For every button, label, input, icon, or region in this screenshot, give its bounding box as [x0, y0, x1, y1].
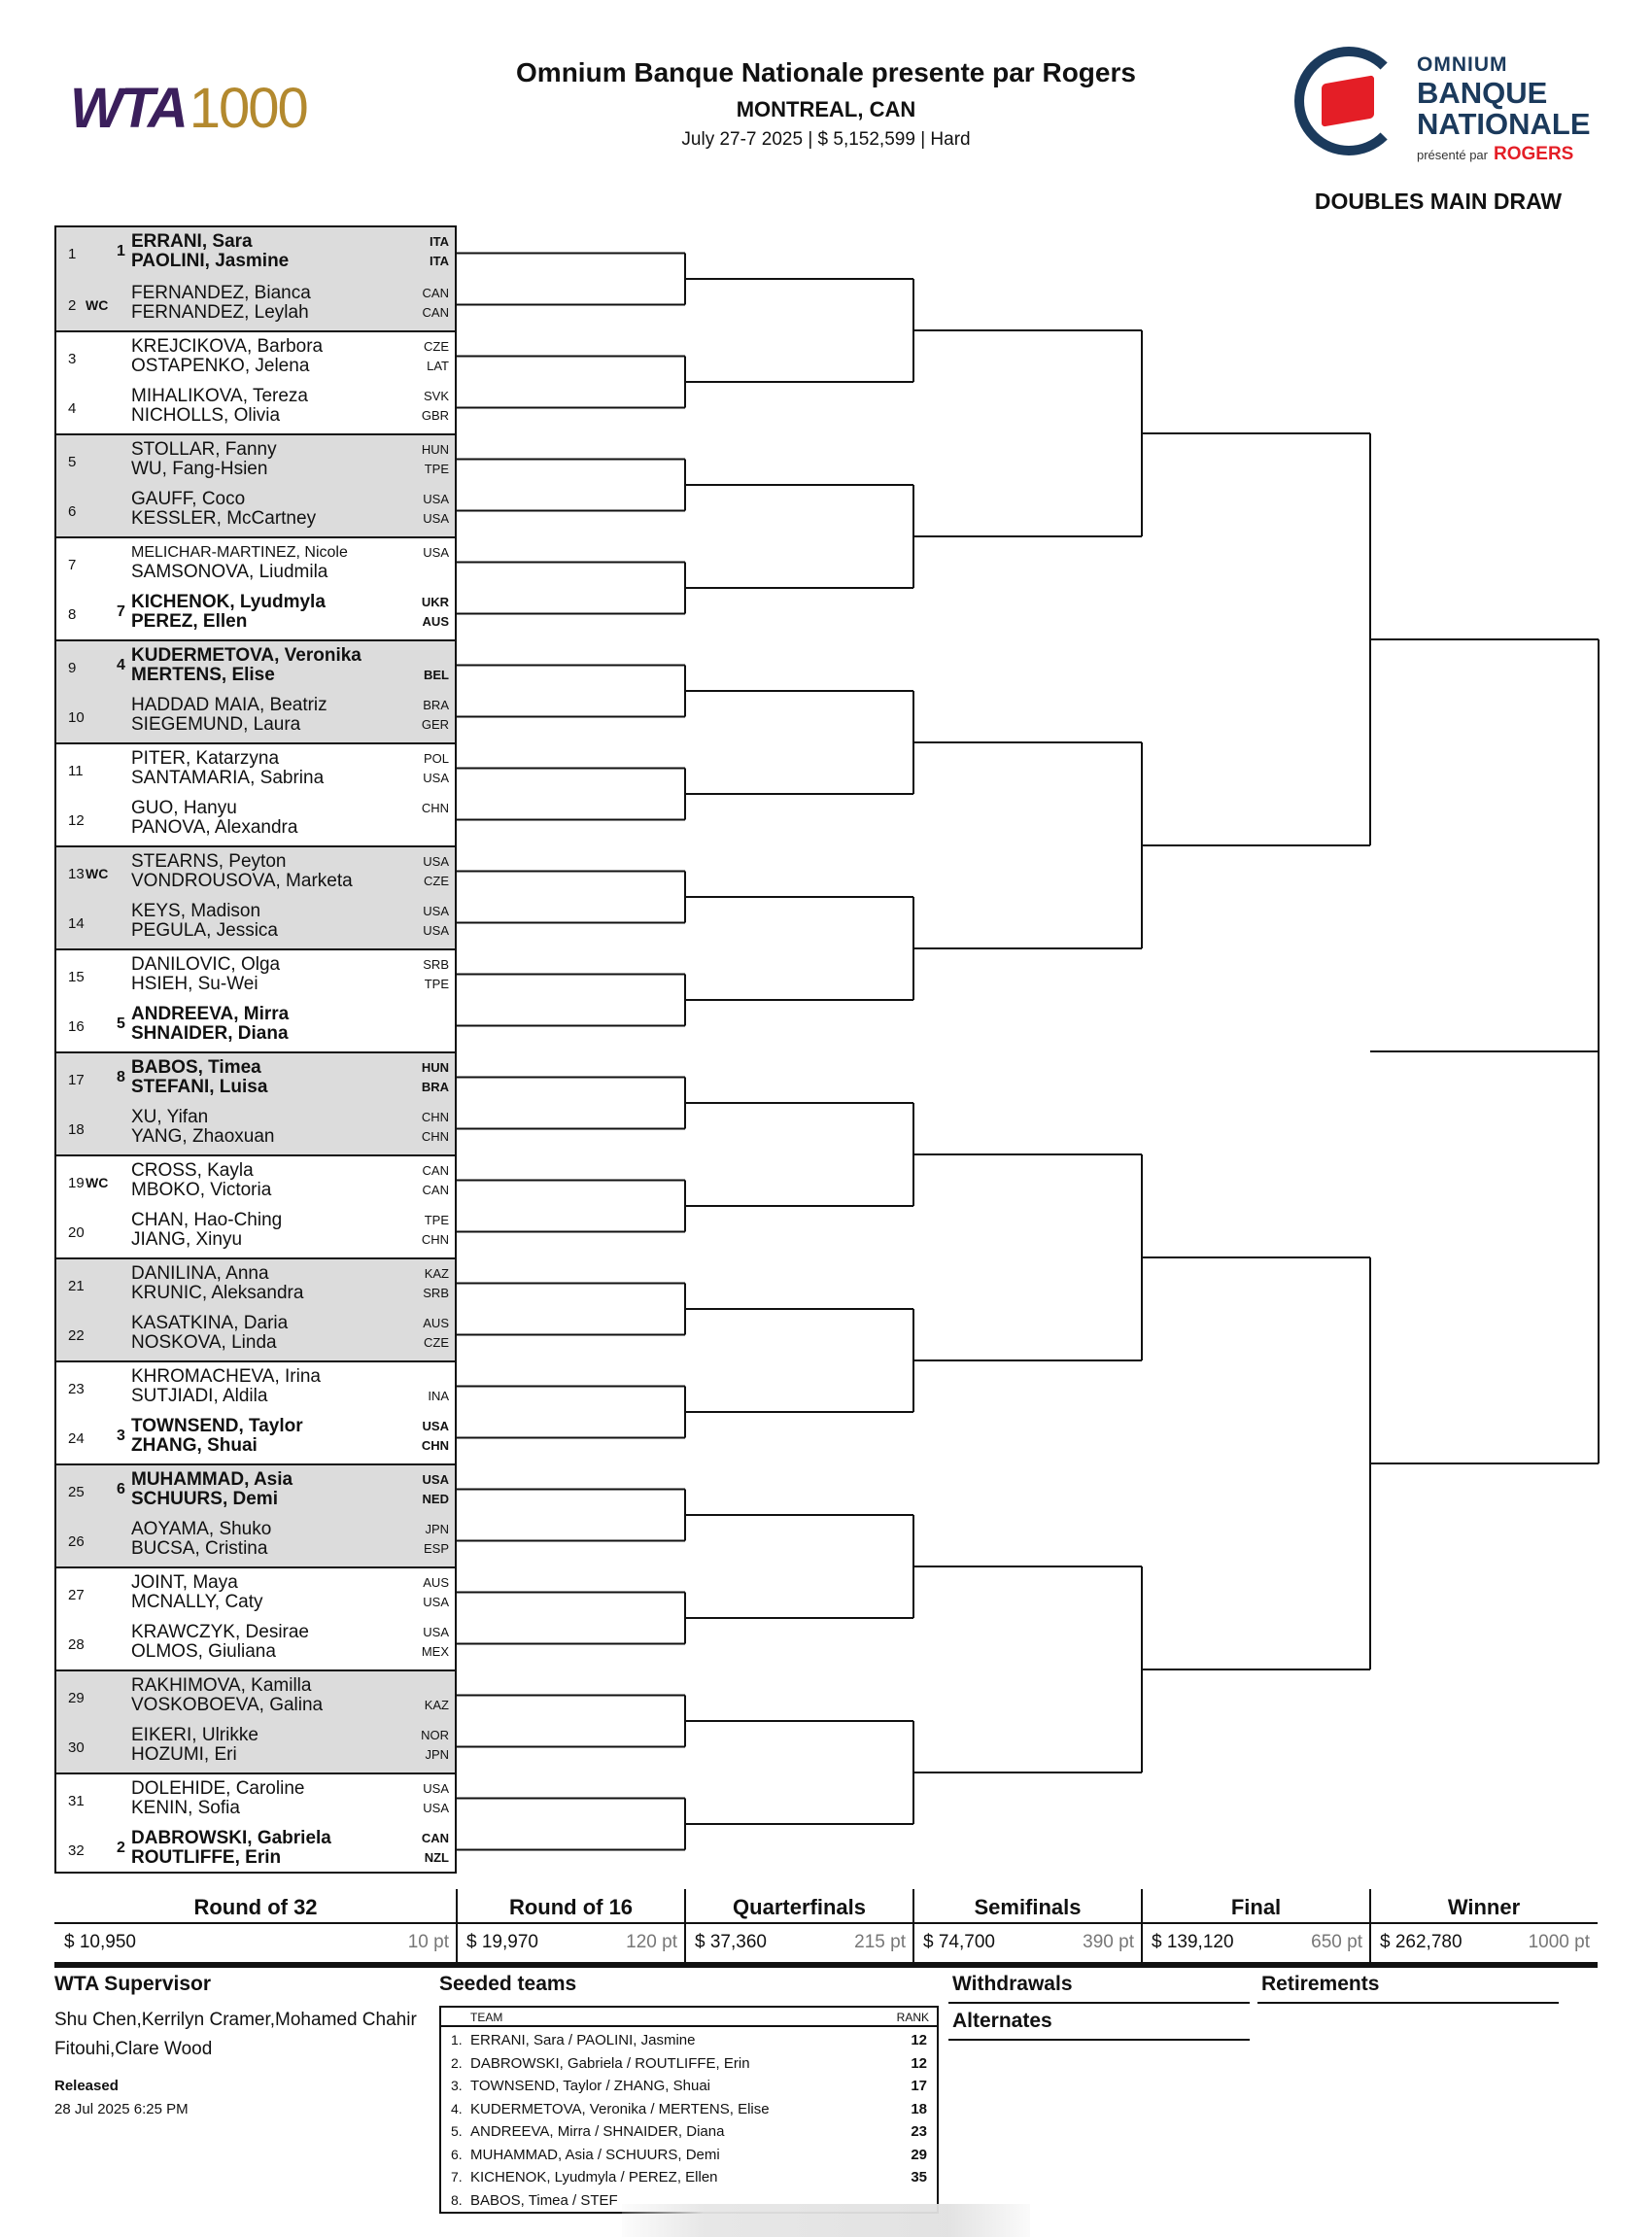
sponsor-presented-text: présenté par — [1417, 148, 1488, 162]
player-country: USA — [422, 1419, 449, 1433]
player-country: CHN — [421, 1110, 449, 1124]
draw-position: 10 — [68, 709, 85, 726]
player-country: USA — [423, 492, 449, 506]
entry-tag: WC — [86, 297, 109, 313]
round-column — [457, 1889, 685, 1963]
player-name: KHROMACHEVA, Irina — [131, 1366, 321, 1387]
player-name: OSTAPENKO, Jelena — [131, 356, 310, 376]
player-name: MERTENS, Elise — [131, 665, 275, 685]
seed-number: 8 — [117, 1069, 125, 1085]
draw-slot — [56, 1103, 455, 1154]
player-name: KRUNIC, Aleksandra — [131, 1283, 304, 1303]
player-name: PITER, Katarzyna — [131, 748, 280, 769]
tournament-info: July 27-7 2025 | $ 5,152,599 | Hard — [681, 129, 971, 150]
player-name: KESSLER, McCartney — [131, 508, 317, 529]
player-name: SHNAIDER, Diana — [131, 1023, 289, 1044]
sponsor-presented — [1417, 145, 1591, 163]
player-name: KUDERMETOVA, Veronika — [131, 645, 361, 666]
draw-position: 28 — [68, 1636, 85, 1653]
seed-number: 4 — [117, 657, 125, 673]
player-name: PEREZ, Ellen — [131, 611, 248, 632]
alternates-title: Alternates — [952, 2010, 1052, 2032]
player-name: SIEGEMUND, Laura — [131, 714, 301, 735]
player-name: ANDREEVA, Mirra — [131, 1004, 290, 1024]
draw-slot — [56, 1618, 455, 1669]
player-name: KENIN, Sofia — [131, 1798, 240, 1818]
round-separator — [1141, 1889, 1143, 1963]
round-column — [685, 1889, 913, 1963]
seed-rank: 12 — [911, 2032, 927, 2048]
draw-slot — [56, 794, 455, 845]
seeded-col-team: TEAM — [470, 2011, 503, 2024]
draw-slot — [56, 1309, 455, 1360]
draw-position: 18 — [68, 1121, 85, 1138]
player-country: AUS — [423, 1575, 449, 1590]
player-country: SVK — [423, 389, 449, 403]
player-name: AOYAMA, Shuko — [131, 1519, 272, 1539]
seed-index: 4. — [451, 2100, 463, 2117]
player-name: KRAWCZYK, Desirae — [131, 1622, 309, 1642]
draw-slot — [56, 433, 455, 485]
round-prize-bar — [54, 1889, 1598, 1969]
round-name: Quarterfinals — [685, 1891, 913, 1924]
draw-slot — [56, 1206, 455, 1257]
player-country: CHN — [421, 1232, 449, 1247]
draw-position: 25 — [68, 1484, 85, 1500]
draw-slot — [56, 845, 455, 897]
player-country: LAT — [427, 359, 449, 373]
player-name: XU, Yifan — [131, 1107, 209, 1127]
draw-position: 12 — [68, 812, 85, 829]
seed-team: KUDERMETOVA, Veronika / MERTENS, Elise — [470, 2100, 770, 2117]
draw-slot — [56, 1154, 455, 1206]
round-column — [54, 1889, 457, 1963]
round-prize: $ 37,360 — [695, 1932, 767, 1952]
player-country: USA — [423, 1801, 449, 1815]
player-country: CAN — [422, 1183, 449, 1197]
player-name: KREJCIKOVA, Barbora — [131, 336, 324, 357]
draw-slot — [56, 1051, 455, 1103]
draw-slot — [56, 536, 455, 588]
player-country: USA — [423, 923, 449, 938]
player-name: STEARNS, Peyton — [131, 851, 287, 872]
seed-team: ERRANI, Sara / PAOLINI, Jasmine — [470, 2032, 696, 2048]
player-country: ITA — [430, 254, 449, 268]
draw-slot — [56, 279, 455, 330]
draw-position: 21 — [68, 1278, 85, 1294]
sponsor-logo — [1283, 39, 1591, 165]
player-name: ERRANI, Sara — [131, 231, 253, 252]
draw-label: DOUBLES MAIN DRAW — [1314, 189, 1563, 214]
seed-number: 6 — [117, 1481, 125, 1497]
draw-position: 6 — [68, 503, 77, 520]
released-date: 28 Jul 2025 6:25 PM — [54, 2101, 189, 2117]
draw-position: 16 — [68, 1018, 85, 1035]
player-country: CAN — [422, 305, 449, 320]
seed-number: 2 — [117, 1840, 125, 1856]
player-name: ZHANG, Shuai — [131, 1435, 258, 1456]
entry-tag: WC — [86, 866, 109, 881]
player-country: CAN — [421, 1831, 449, 1845]
player-name: MCNALLY, Caty — [131, 1592, 263, 1612]
player-name: GAUFF, Coco — [131, 489, 246, 509]
player-country: AUS — [422, 614, 449, 629]
draw-slot — [56, 330, 455, 382]
seeded-team-row — [441, 2052, 937, 2075]
draw-position: 24 — [68, 1430, 85, 1447]
player-name: OLMOS, Giuliana — [131, 1641, 276, 1662]
round-prize: $ 74,700 — [923, 1932, 995, 1952]
seed-number: 5 — [117, 1015, 125, 1032]
player-country: NZL — [424, 1850, 449, 1865]
seed-rank: 23 — [911, 2123, 927, 2140]
player-name: CROSS, Kayla — [131, 1160, 254, 1181]
wta-logo-text: WTA — [70, 77, 186, 140]
draw-slot — [56, 382, 455, 433]
seeded-team-row — [441, 2166, 937, 2188]
round-name: Round of 16 — [457, 1891, 685, 1924]
player-country: USA — [422, 1472, 449, 1487]
player-country: JPN — [425, 1747, 449, 1762]
player-country: MEX — [421, 1644, 449, 1659]
player-country: USA — [423, 854, 449, 869]
seed-index: 1. — [451, 2032, 463, 2048]
draw-slot — [56, 742, 455, 794]
seed-index: 2. — [451, 2054, 463, 2071]
player-name: MIHALIKOVA, Tereza — [131, 386, 308, 406]
player-country: TPE — [424, 1213, 449, 1227]
seed-rank: 17 — [911, 2078, 927, 2094]
player-country: CAN — [422, 286, 449, 300]
player-name: SAMSONOVA, Liudmila — [131, 562, 328, 582]
draw-slot — [56, 897, 455, 948]
player-country: INA — [428, 1389, 449, 1403]
round-prize: $ 139,120 — [1152, 1932, 1234, 1952]
player-country: SRB — [423, 957, 449, 972]
player-name: BABOS, Timea — [131, 1057, 261, 1078]
tournament-city: MONTREAL, CAN — [736, 97, 916, 121]
draw-slot — [56, 588, 455, 639]
seed-team: ANDREEVA, Mirra / SHNAIDER, Diana — [470, 2123, 725, 2140]
player-country: BRA — [423, 698, 449, 712]
draw-position: 2 — [68, 297, 77, 314]
draw-slot — [56, 1000, 455, 1051]
draw-slot — [56, 1721, 455, 1772]
player-country: HUN — [421, 1060, 449, 1075]
round-points: 390 pt — [1083, 1932, 1134, 1952]
player-name: NOSKOVA, Linda — [131, 1332, 277, 1353]
round-separator — [1369, 1889, 1371, 1963]
seed-team: DABROWSKI, Gabriela / ROUTLIFFE, Erin — [470, 2054, 750, 2072]
draw-slot — [56, 227, 455, 279]
player-name: FERNANDEZ, Leylah — [131, 302, 309, 323]
seeded-team-row — [441, 2144, 937, 2166]
draw-position: 11 — [68, 763, 84, 779]
player-name: DANILOVIC, Olga — [131, 954, 281, 975]
seed-index: 8. — [451, 2191, 463, 2208]
seed-rank: 12 — [911, 2054, 927, 2072]
draw-position: 17 — [68, 1072, 85, 1088]
player-country: CHN — [421, 1129, 449, 1144]
round-separator — [684, 1889, 686, 1963]
draw-slot — [56, 639, 455, 691]
player-name: PEGULA, Jessica — [131, 920, 278, 941]
round-column — [1370, 1889, 1598, 1963]
player-country: TPE — [424, 462, 449, 476]
draw-position: 32 — [68, 1842, 85, 1859]
player-country: CZE — [424, 874, 449, 888]
draw-position: 4 — [68, 400, 77, 417]
seed-index: 7. — [451, 2169, 463, 2185]
player-country: USA — [423, 1781, 449, 1796]
seed-index: 6. — [451, 2146, 463, 2162]
draw-slot — [56, 691, 455, 742]
player-name: JIANG, Xinyu — [131, 1229, 243, 1250]
seed-number: 1 — [117, 243, 125, 259]
player-country: ESP — [423, 1541, 449, 1556]
player-name: STEFANI, Luisa — [131, 1077, 268, 1097]
player-name: FERNANDEZ, Bianca — [131, 283, 311, 303]
round-prize: $ 262,780 — [1380, 1932, 1463, 1952]
player-country: CZE — [424, 339, 449, 354]
seed-team: KICHENOK, Lyudmyla / PEREZ, Ellen — [470, 2169, 718, 2185]
player-country: HUN — [421, 442, 449, 457]
draw-slot — [56, 1515, 455, 1566]
player-name: VOSKOBOEVA, Galina — [131, 1695, 324, 1715]
watermark-blur — [622, 2204, 1030, 2237]
draw-position: 9 — [68, 660, 77, 676]
seed-index: 5. — [451, 2123, 463, 2139]
draw-table — [54, 225, 457, 1874]
seed-rank: 29 — [911, 2146, 927, 2163]
draw-slot — [56, 948, 455, 1000]
draw-slot — [56, 1566, 455, 1618]
draw-position: 15 — [68, 969, 85, 985]
player-country: BRA — [421, 1080, 449, 1094]
player-name: HOZUMI, Eri — [131, 1744, 237, 1765]
draw-position: 22 — [68, 1327, 85, 1344]
sponsor-line-2: BANQUE — [1417, 76, 1548, 110]
tournament-title: Omnium Banque Nationale presente par Rogers — [516, 57, 1136, 87]
supervisor-title: WTA Supervisor — [54, 1973, 212, 1995]
player-name: KEYS, Madison — [131, 901, 261, 921]
player-country: USA — [423, 1595, 449, 1609]
seed-rank: 35 — [911, 2169, 927, 2185]
player-name: STOLLAR, Fanny — [131, 439, 277, 460]
seeded-col-rank: RANK — [896, 2011, 929, 2024]
seeded-team-row — [441, 2098, 937, 2120]
player-country: AUS — [423, 1316, 449, 1330]
sponsor-line-1: OMNIUM — [1417, 53, 1508, 76]
draw-slot — [56, 1824, 455, 1876]
round-points: 650 pt — [1311, 1932, 1362, 1952]
player-name: VONDROUSOVA, Marketa — [131, 871, 353, 891]
wta-logo-1000: 1000 — [189, 77, 307, 140]
supervisor-names: Shu Chen,Kerrilyn Cramer,Mohamed Chahir Fitouhi,Clare Wood — [54, 2010, 417, 2059]
round-points: 1000 pt — [1528, 1932, 1590, 1952]
seeded-teams-table — [439, 2006, 939, 2214]
round-prize: $ 19,970 — [466, 1932, 538, 1952]
player-name: HSIEH, Su-Wei — [131, 974, 258, 994]
seed-team: MUHAMMAD, Asia / SCHUURS, Demi — [470, 2146, 720, 2163]
player-country: SRB — [423, 1286, 449, 1300]
round-name: Round of 32 — [54, 1891, 457, 1924]
player-country: NED — [422, 1492, 449, 1506]
draw-position: 27 — [68, 1587, 85, 1603]
seeded-team-row — [441, 2075, 937, 2097]
player-name: MELICHAR-MARTINEZ, Nicole — [131, 544, 348, 561]
player-name: PAOLINI, Jasmine — [131, 251, 290, 271]
player-country: CZE — [424, 1335, 449, 1350]
draw-position: 8 — [68, 606, 77, 623]
player-country: NOR — [421, 1728, 449, 1742]
rounds-divider — [54, 1962, 1598, 1968]
seed-number: 7 — [117, 603, 125, 620]
draw-position: 13 — [68, 866, 85, 882]
retirements-title: Retirements — [1261, 1973, 1380, 1995]
player-name: DOLEHIDE, Caroline — [131, 1778, 305, 1799]
player-country: USA — [423, 545, 449, 560]
player-name: SANTAMARIA, Sabrina — [131, 768, 325, 788]
released-label: Released — [54, 2078, 119, 2094]
draw-slot — [56, 1772, 455, 1824]
draw-slot — [56, 1463, 455, 1515]
player-name: HADDAD MAIA, Beatriz — [131, 695, 327, 715]
draw-slot — [56, 1257, 455, 1309]
draw-position: 23 — [68, 1381, 85, 1397]
rogers-wordmark: ROGERS — [1494, 144, 1574, 164]
seeded-team-row — [441, 2120, 937, 2143]
player-name: SUTJIADI, Aldila — [131, 1386, 268, 1406]
player-country: KAZ — [424, 1266, 449, 1281]
draw-position: 3 — [68, 351, 77, 367]
player-country: USA — [423, 904, 449, 918]
retirements-rule — [1257, 2002, 1559, 2004]
player-country: UKR — [421, 595, 449, 609]
player-name: RAKHIMOVA, Kamilla — [131, 1675, 312, 1696]
player-country: USA — [423, 771, 449, 785]
player-country: USA — [423, 511, 449, 526]
player-name: MUHAMMAD, Asia — [131, 1469, 293, 1490]
round-points: 215 pt — [854, 1932, 906, 1952]
round-column — [1142, 1889, 1370, 1963]
draw-position: 20 — [68, 1224, 85, 1241]
player-name: DABROWSKI, Gabriela — [131, 1828, 331, 1848]
player-country: TPE — [424, 977, 449, 991]
draw-position: 19 — [68, 1175, 85, 1191]
seed-team: BABOS, Timea / STEF — [470, 2191, 618, 2209]
round-separator — [456, 1889, 458, 1963]
draw-position: 26 — [68, 1533, 85, 1550]
draw-position: 14 — [68, 915, 85, 932]
draw-position: 31 — [68, 1793, 85, 1809]
seed-team: TOWNSEND, Taylor / ZHANG, Shuai — [470, 2078, 711, 2094]
draw-position: 7 — [68, 557, 77, 573]
round-prize: $ 10,950 — [64, 1932, 136, 1952]
player-name: GUO, Hanyu — [131, 798, 237, 818]
round-column — [913, 1889, 1142, 1963]
seed-number: 3 — [117, 1428, 125, 1444]
round-points: 120 pt — [626, 1932, 677, 1952]
round-name: Final — [1142, 1891, 1370, 1924]
player-name: PANOVA, Alexandra — [131, 817, 298, 838]
player-country: POL — [423, 751, 449, 766]
player-name: BUCSA, Cristina — [131, 1538, 268, 1559]
player-country: JPN — [425, 1522, 449, 1536]
draw-position: 1 — [68, 246, 77, 262]
player-country: GER — [421, 717, 449, 732]
draw-position: 30 — [68, 1739, 85, 1756]
round-name: Semifinals — [913, 1891, 1142, 1924]
player-name: MBOKO, Victoria — [131, 1180, 272, 1200]
player-country: BEL — [424, 668, 449, 682]
round-name: Winner — [1370, 1891, 1598, 1924]
player-name: JOINT, Maya — [131, 1572, 238, 1593]
sponsor-wordmark — [1417, 54, 1591, 163]
draw-slot — [56, 1360, 455, 1412]
player-country: GBR — [421, 408, 449, 423]
entry-tag: WC — [86, 1175, 109, 1190]
tournament-header — [437, 56, 1215, 154]
draw-slot — [56, 485, 455, 536]
player-name: SCHUURS, Demi — [131, 1489, 278, 1509]
seeded-teams-header — [441, 2008, 937, 2027]
player-country: CAN — [422, 1163, 449, 1178]
player-country: ITA — [430, 234, 449, 249]
player-name: NICHOLLS, Olivia — [131, 405, 281, 426]
player-country: KAZ — [424, 1698, 449, 1712]
player-name: KICHENOK, Lyudmyla — [131, 592, 326, 612]
withdrawals-rule — [948, 2002, 1250, 2004]
player-country: USA — [423, 1625, 449, 1639]
draw-position: 5 — [68, 454, 77, 470]
alternates-rule — [948, 2039, 1250, 2041]
wta-1000-logo — [70, 76, 307, 141]
round-separator — [912, 1889, 914, 1963]
player-country: CHN — [421, 1438, 449, 1453]
player-name: EIKERI, Ulrikke — [131, 1725, 258, 1745]
player-name: KASATKINA, Daria — [131, 1313, 289, 1333]
player-name: TOWNSEND, Taylor — [131, 1416, 303, 1436]
seeded-team-row — [441, 2029, 937, 2051]
seed-rank: 18 — [911, 2100, 927, 2117]
player-name: ROUTLIFFE, Erin — [131, 1847, 282, 1868]
draw-slot — [56, 1669, 455, 1721]
seeded-teams-title: Seeded teams — [439, 1973, 577, 1995]
player-name: CHAN, Hao-Ching — [131, 1210, 283, 1230]
round-points: 10 pt — [407, 1932, 449, 1952]
withdrawals-title: Withdrawals — [952, 1973, 1073, 1995]
sponsor-line-3: NATIONALE — [1417, 107, 1591, 141]
player-country: CHN — [421, 801, 449, 815]
player-name: WU, Fang-Hsien — [131, 459, 268, 479]
seed-index: 3. — [451, 2078, 463, 2093]
draw-position: 29 — [68, 1690, 85, 1706]
draw-slot — [56, 1412, 455, 1463]
player-name: DANILINA, Anna — [131, 1263, 269, 1284]
player-name: YANG, Zhaoxuan — [131, 1126, 275, 1147]
